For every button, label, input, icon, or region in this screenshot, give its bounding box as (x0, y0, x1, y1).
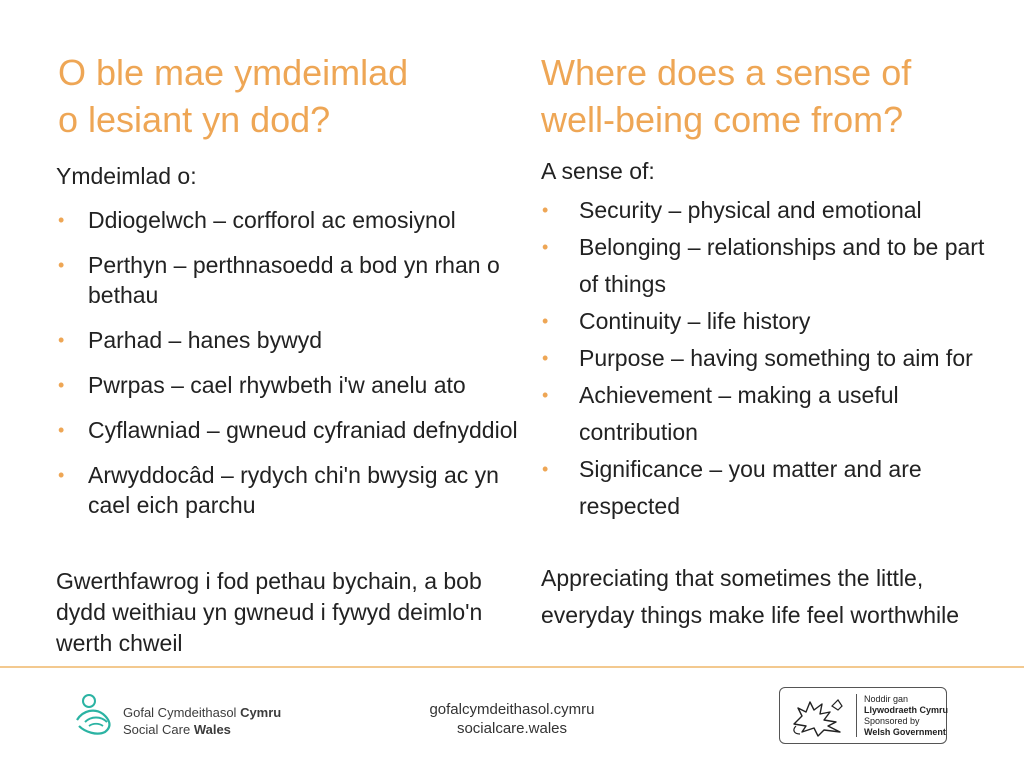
website-links (400, 700, 624, 738)
welsh-bullet-text: Pwrpas – cael rhywbeth i'w anelu ato (88, 372, 466, 398)
welsh-bullet-item (56, 250, 526, 310)
english-heading-line1: Where does a sense of (541, 52, 912, 93)
social-care-wales-logo (73, 692, 293, 742)
welsh-heading-line2: o lesiant yn dod? (58, 99, 331, 140)
logo-right-text (864, 694, 948, 738)
english-closing: Appreciating that sometimes the little, everyday things make life feel worthwhile (541, 565, 960, 628)
logo-right-line4: Welsh Government (864, 727, 946, 737)
english-intro: A sense of: (541, 158, 655, 184)
logo-right-line3: Sponsored by (864, 716, 920, 726)
welsh-bullet-item (56, 370, 526, 400)
logo-left-line1-bold: Cymru (240, 705, 282, 720)
welsh-bullet-item (56, 460, 526, 520)
welsh-heading-line1: O ble mae ymdeimlad (58, 52, 409, 93)
bullet-icon: • (542, 237, 549, 257)
english-bullet-item (541, 377, 1001, 451)
bullet-icon: • (58, 465, 65, 485)
english-bullet-text: Achievement – making a useful contribution (579, 382, 899, 445)
english-bullet-text: Continuity – life history (579, 308, 811, 334)
logo-left-line1-regular: Gofal Cymdeithasol (123, 705, 241, 720)
english-bullet-item (541, 229, 1001, 303)
bullet-icon: • (58, 420, 65, 440)
social-care-wales-emblem-icon (73, 692, 119, 738)
english-bullet-item (541, 451, 1001, 525)
bullet-icon: • (58, 330, 65, 350)
logo-left-line2-bold: Wales (193, 722, 231, 737)
bullet-icon: • (542, 459, 549, 479)
english-bullet-item (541, 340, 1001, 377)
welsh-bullet-text: Arwyddocâd – rydych chi'n bwysig ac yn cael eich parchu (88, 462, 499, 518)
footer (0, 668, 1024, 768)
website-english-link[interactable]: socialcare.wales (456, 720, 568, 737)
welsh-intro: Ymdeimlad o: (56, 163, 197, 189)
bullet-icon: • (542, 385, 549, 405)
english-bullet-item (541, 192, 1001, 229)
welsh-heading (58, 49, 528, 143)
logo-left-line2-regular: Social Care (123, 722, 194, 737)
bullet-icon: • (58, 210, 65, 230)
welsh-bullet-item (56, 325, 526, 355)
english-bullet-text: Security – physical and emotional (579, 197, 922, 223)
bullet-icon: • (542, 348, 549, 368)
bullet-icon: • (58, 255, 65, 275)
english-heading (541, 49, 1001, 143)
welsh-bullet-item (56, 415, 526, 445)
welsh-bullet-list (56, 205, 526, 535)
welsh-dragon-icon (788, 694, 850, 738)
welsh-bullet-text: Ddiogelwch – corfforol ac emosiynol (88, 207, 456, 233)
english-bullet-text: Belonging – relationships and to be part of things (579, 234, 985, 297)
logo-left-text (123, 704, 281, 738)
english-bullet-text: Purpose – having something to aim for (579, 345, 973, 371)
welsh-bullet-item (56, 205, 526, 235)
bullet-icon: • (542, 200, 549, 220)
english-heading-line2: well-being come from? (541, 99, 904, 140)
welsh-bullet-text: Parhad – hanes bywyd (88, 327, 322, 353)
bullet-icon: • (58, 375, 65, 395)
bullet-icon: • (542, 311, 549, 331)
welsh-bullet-text: Perthyn – perthnasoedd a bod yn rhan o bethau (88, 252, 500, 308)
welsh-bullet-text: Cyflawniad – gwneud cyfraniad defnyddiol (88, 417, 518, 443)
welsh-government-logo (779, 687, 947, 744)
welsh-closing: Gwerthfawrog i fod pethau bychain, a bob dydd weithiau yn gwneud i fywyd deimlo'n werth chweil (56, 568, 483, 656)
logo-right-divider (856, 694, 857, 737)
website-welsh-link[interactable]: gofalcymdeithasol.cymru (429, 701, 595, 718)
logo-right-line2: Llywodraeth Cymru (864, 705, 949, 715)
english-bullet-list (541, 192, 1001, 525)
english-bullet-text: Significance – you matter and are respected (579, 456, 922, 519)
logo-right-line1: Noddir gan (864, 694, 909, 704)
english-bullet-item (541, 303, 1001, 340)
